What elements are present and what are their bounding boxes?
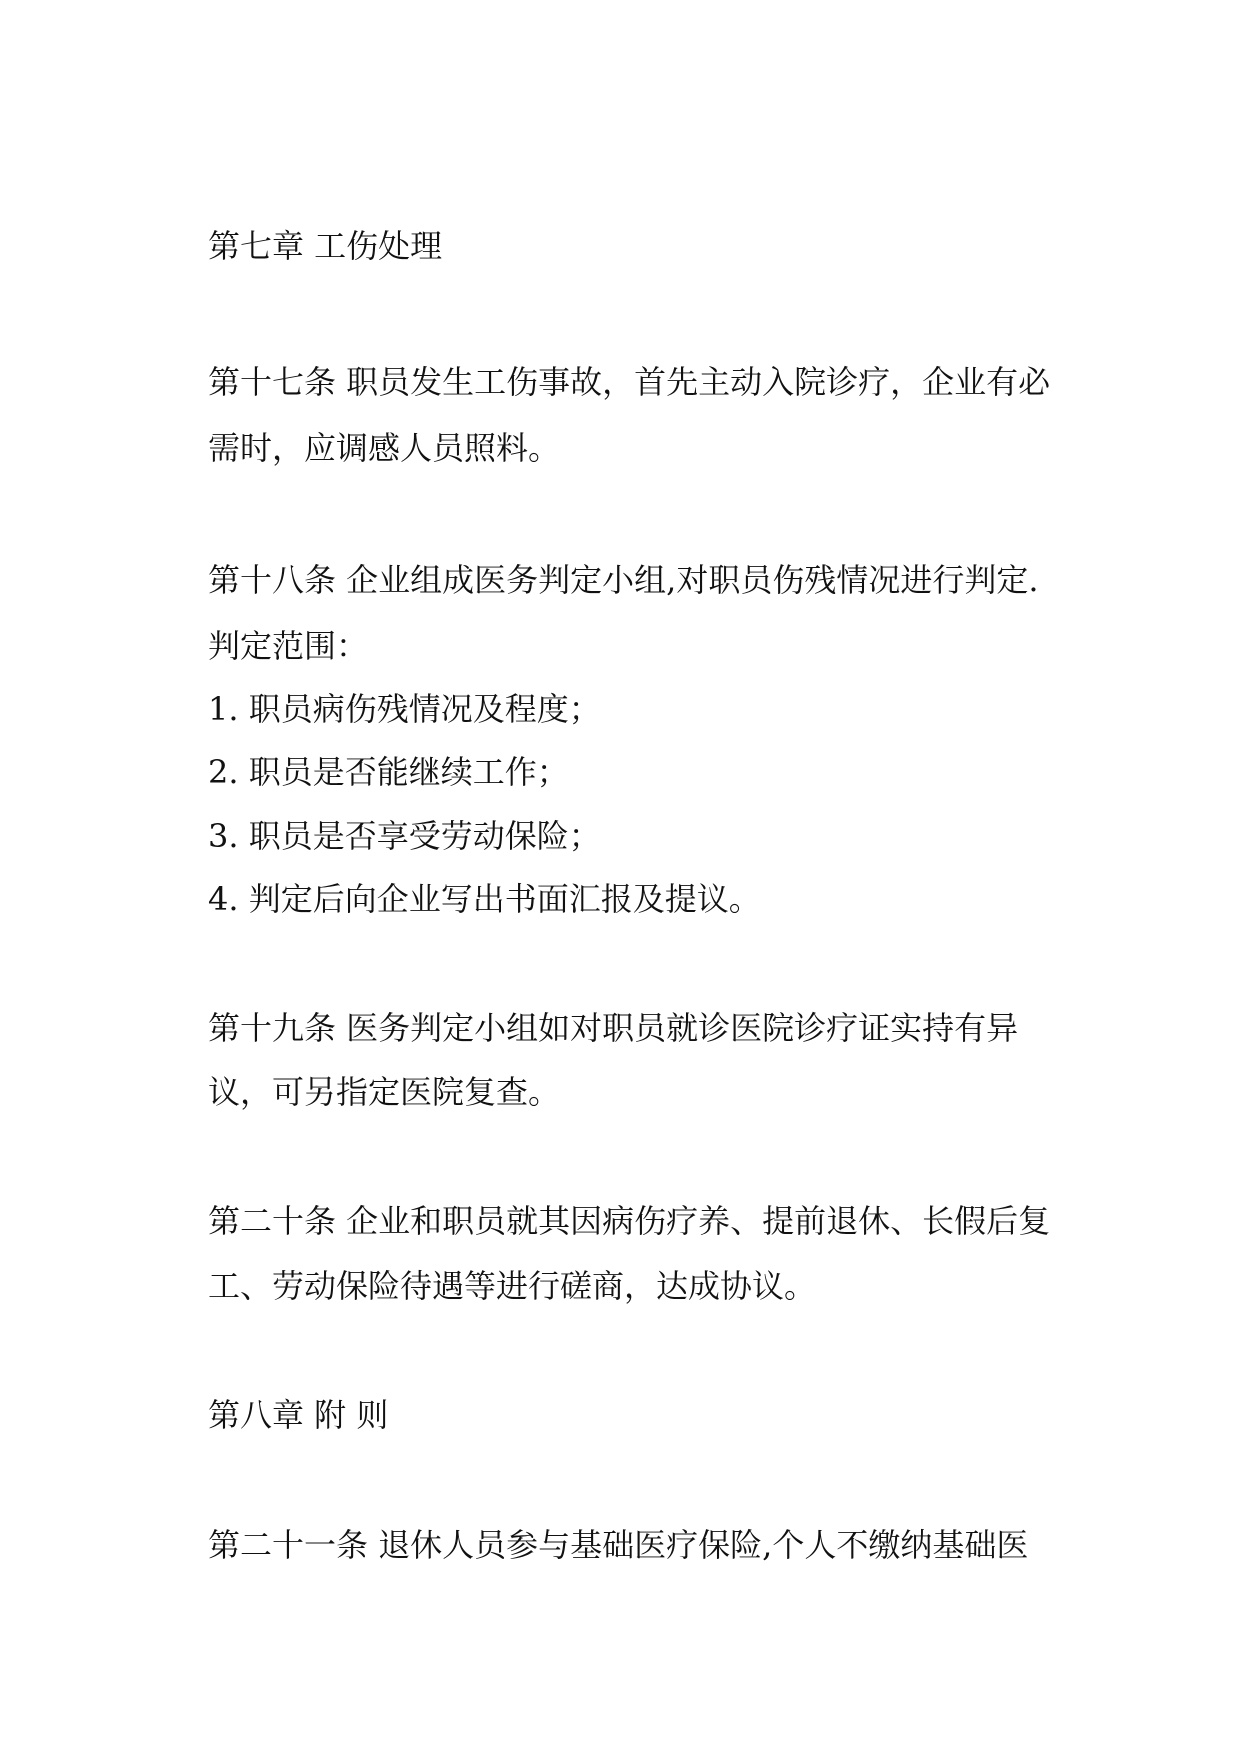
article-20-line-2: 工、劳动保险待遇等进行磋商，达成协议。 xyxy=(208,1267,817,1305)
article-18-item-4: 4. 判定后向企业写出书面汇报及提议。 xyxy=(208,880,761,918)
article-18-item-3: 3. 职员是否享受劳动保险； xyxy=(208,817,601,855)
article-19-line-1: 第十九条 医务判定小组如对职员就诊医院诊疗证实持有异 xyxy=(208,1009,1019,1047)
article-18-line-2: 判定范围： xyxy=(208,627,369,665)
article-20-line-1: 第二十条 企业和职员就其因病伤疗养、提前退休、长假后复 xyxy=(208,1202,1051,1240)
article-17-line-2: 需时，应调感人员照料。 xyxy=(208,429,561,467)
article-18-item-1: 1. 职员病伤残情况及程度； xyxy=(208,690,601,728)
article-17-line-1: 第十七条 职员发生工伤事故，首先主动入院诊疗，企业有必 xyxy=(208,363,1051,401)
chapter-8-title: 第八章 附 则 xyxy=(208,1396,389,1434)
chapter-7-title: 第七章 工伤处理 xyxy=(208,227,443,265)
article-21-line-1: 第二十一条 退休人员参与基础医疗保险,个人不缴纳基础医 xyxy=(208,1526,1029,1564)
article-18-item-2: 2. 职员是否能继续工作； xyxy=(208,753,569,791)
article-19-line-2: 议，可另指定医院复查。 xyxy=(208,1073,561,1111)
article-18-line-1: 第十八条 企业组成医务判定小组,对职员伤残情况进行判定. xyxy=(208,561,1039,599)
